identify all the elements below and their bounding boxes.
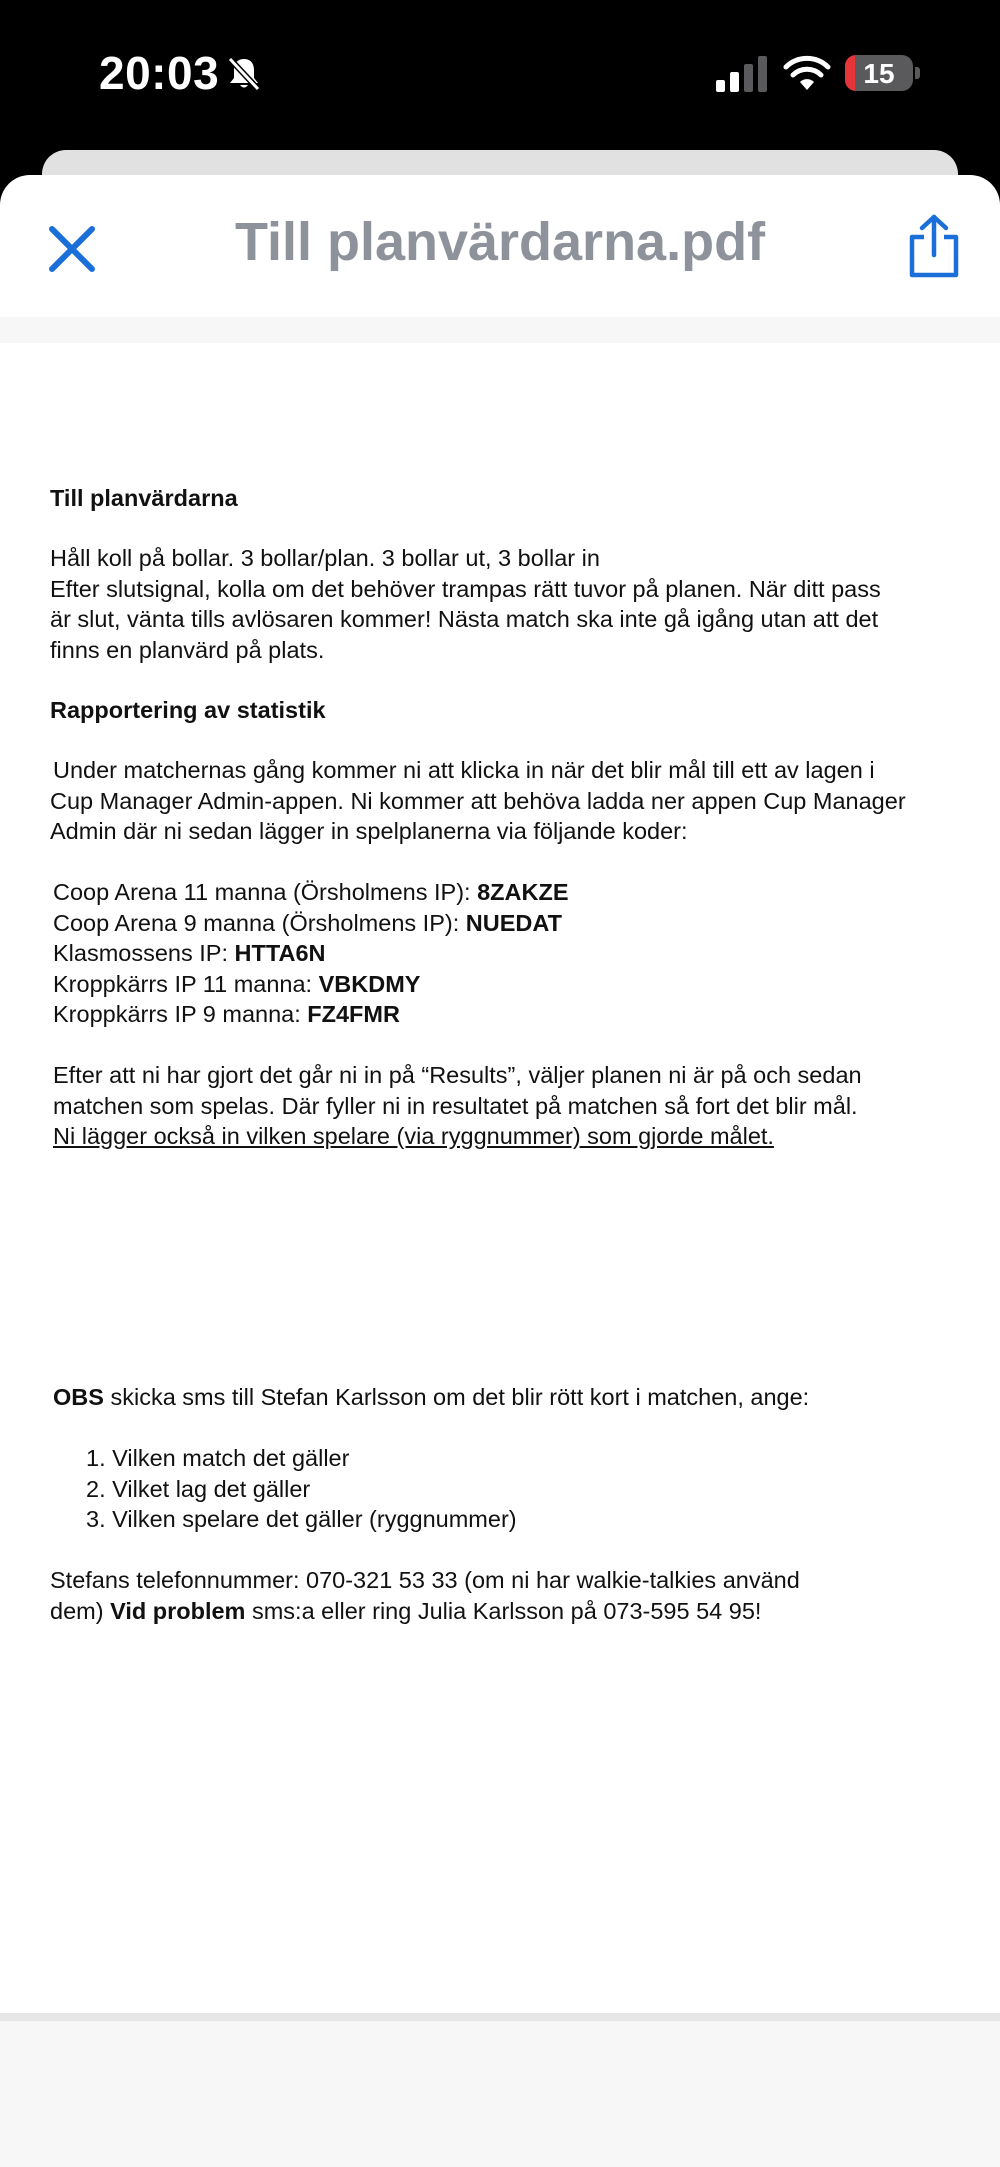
pdf-viewer-sheet: [0, 175, 1000, 2167]
code-row: [53, 938, 953, 969]
pdf-page: [0, 343, 1000, 2013]
obs-label: OBS: [53, 1384, 104, 1410]
code-row: [53, 877, 953, 908]
paragraph-line: finns en planvärd på plats.: [50, 636, 325, 663]
code-value: HTTA6N: [234, 940, 326, 966]
red-card-list: [86, 1443, 517, 1535]
contact-info: [50, 1565, 950, 1626]
code-label: Coop Arena 11 manna (Örsholmens IP):: [53, 879, 478, 905]
paragraph-line-underlined: Ni lägger också in vilken spelare (via ryggnummer) som gjorde målet.: [53, 1123, 774, 1149]
wifi-icon: [783, 54, 831, 92]
code-list: [53, 877, 953, 1030]
paragraph-line: Cup Manager Admin-appen. Ni kommer att behöva ladda ner appen Cup Manager: [50, 787, 906, 814]
list-item: 1. Vilken match det gäller: [86, 1445, 350, 1471]
paragraph-line: är slut, vänta tills avlösaren kommer! Nästa match ska inte gå igång utan att det: [50, 606, 879, 632]
paragraph-results: [53, 1060, 953, 1152]
close-icon[interactable]: [46, 223, 98, 275]
contact-line: [50, 1596, 950, 1627]
contact-line: Stefans telefonnummer: 070-321 53 33 (om ni har walkie-talkies använd: [50, 1567, 800, 1593]
code-label: Kroppkärrs IP 9 manna:: [53, 1001, 308, 1027]
cellular-signal-icon: [716, 56, 770, 92]
paragraph-line: Efter slutsignal, kolla om det behöver trampas rätt tuvor på planen. När ditt pass: [50, 575, 881, 602]
list-item: 2. Vilket lag det gäller: [86, 1475, 311, 1502]
contact-text: sms:a eller ring Julia Karlsson på 073-595 54 95!: [245, 1597, 762, 1624]
code-label: Klasmossens IP:: [53, 940, 235, 966]
paragraph-instructions: [50, 543, 950, 665]
bottom-toolbar: [0, 2013, 1000, 2167]
code-row: [53, 908, 953, 939]
vid-problem-label: Vid problem: [110, 1597, 246, 1624]
paragraph-line: Admin där ni sedan lägger in spelplanerna via följande koder:: [50, 818, 688, 844]
status-time: 20:03: [99, 47, 220, 99]
obs-notice: [53, 1382, 953, 1413]
code-value: FZ4FMR: [307, 1001, 400, 1027]
code-value: 8ZAKZE: [477, 879, 569, 905]
obs-text: skicka sms till Stefan Karlsson om det blir rött kort i matchen, ange:: [103, 1384, 810, 1410]
paragraph-statistics: [50, 755, 953, 847]
code-label: Kroppkärrs IP 11 manna:: [53, 970, 319, 997]
paragraph-line: Efter att ni har gjort det går ni in på “Results”, väljer planen ni är på och sedan: [53, 1062, 862, 1088]
toolbar-divider: [0, 317, 1000, 343]
code-row: [53, 999, 953, 1030]
document-title: Till planvärdarna.pdf: [234, 212, 766, 272]
paragraph-line: Håll koll på bollar. 3 bollar/plan. 3 bollar ut, 3 bollar in: [50, 545, 600, 571]
code-value: VBKDMY: [318, 970, 421, 997]
battery-icon: [845, 55, 913, 91]
code-row: [53, 969, 953, 1000]
contact-text: dem): [50, 1597, 111, 1624]
heading-till-planvardarna: Till planvärdarna: [50, 485, 238, 511]
heading-rapportering: Rapportering av statistik: [50, 697, 326, 723]
code-label: Coop Arena 9 manna (Örsholmens IP):: [53, 909, 466, 936]
battery-level: 15: [863, 58, 895, 89]
bell-slash-icon: [224, 54, 264, 94]
list-item: 3. Vilken spelare det gäller (ryggnummer): [86, 1506, 517, 1532]
battery-cap: [915, 67, 920, 79]
status-bar: [0, 0, 1000, 150]
code-value: NUEDAT: [465, 909, 562, 936]
share-icon[interactable]: [906, 213, 962, 279]
paragraph-line: Under matchernas gång kommer ni att klicka in när det blir mål till ett av lagen i: [53, 757, 875, 783]
paragraph-line: matchen som spelas. Där fyller ni in resultatet på matchen så fort det blir mål.: [53, 1092, 858, 1119]
